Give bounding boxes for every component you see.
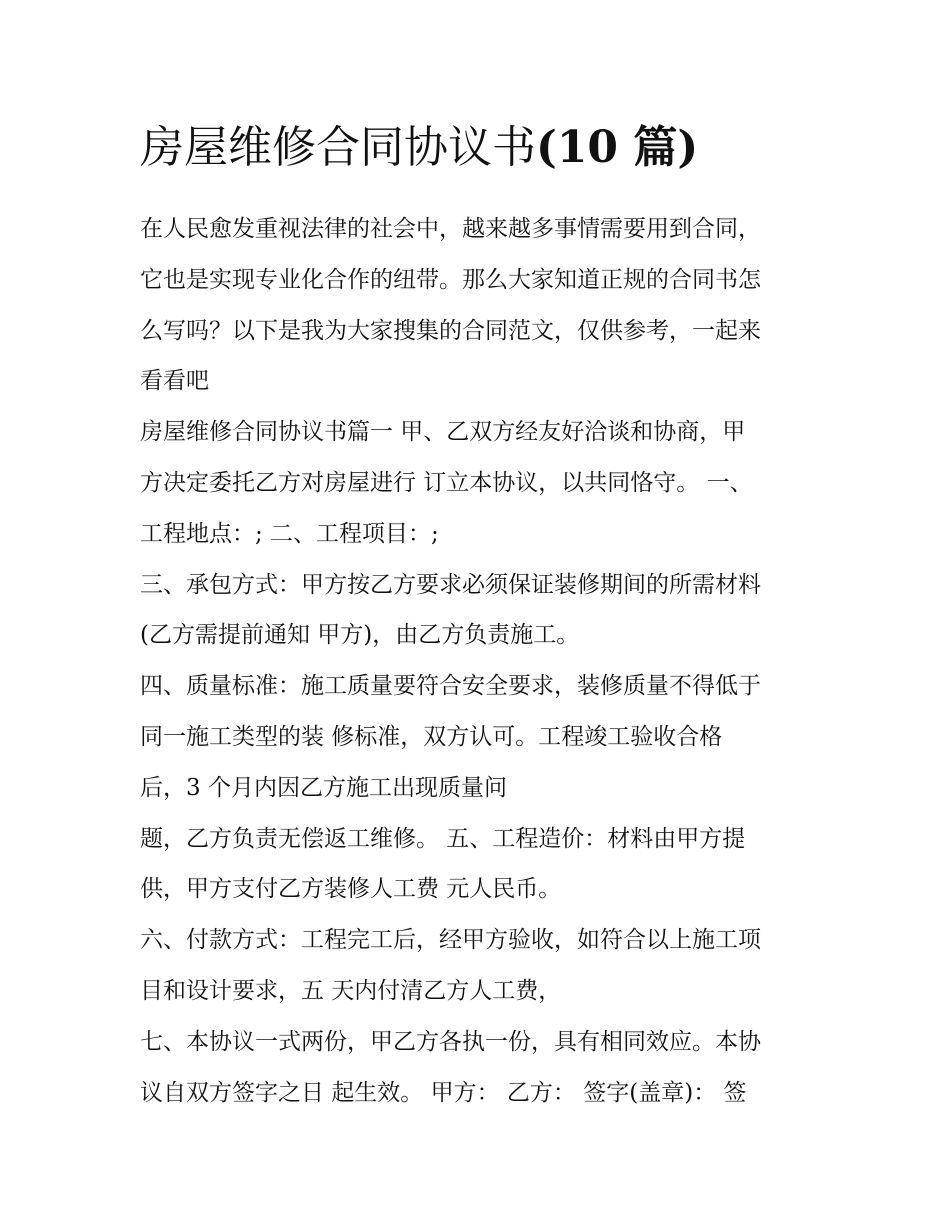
clause-quality-standard <box>140 661 820 813</box>
text-line: 同一施工类型的装 修标准，双方认可。工程竣工验收合格 <box>140 723 723 750</box>
text-line: 四、质量标准：施工质量要符合安全要求，装修质量不得低于 <box>140 673 761 700</box>
document-title <box>140 112 820 184</box>
text-line: 它也是实现专业化合作的纽带。那么大家知道正规的合同书怎 <box>140 266 761 293</box>
section-one-paragraph <box>140 407 820 559</box>
text-line: 房屋维修合同协议书篇一 甲、乙双方经友好洽谈和协商，甲 <box>140 419 746 446</box>
text-line: 后，3 个月内因乙方施工出现质量问 <box>140 774 507 801</box>
clause-contracting-method <box>140 560 820 662</box>
text-line: 题，乙方负责无偿返工维修。 五、工程造价：材料由甲方提 <box>140 825 746 852</box>
text-line: 工程地点：; 二、工程项目：; <box>140 520 439 547</box>
text-line: 议自双方签字之日 起生效。 甲方： 乙方： 签字(盖章)： 签 <box>140 1079 747 1106</box>
clause-payment-method <box>140 915 820 1017</box>
text-line: 方决定委托乙方对房屋进行 订立本协议，以共同恪守。 一、 <box>140 469 753 496</box>
text-line: 目和设计要求，五 天内付清乙方人工费， <box>140 977 562 1004</box>
document-title-suffix: (10 篇) <box>536 122 699 173</box>
intro-paragraph <box>140 204 820 407</box>
text-line: 么写吗？以下是我为大家搜集的合同范文，仅供参考，一起来 <box>140 317 761 344</box>
text-line: 在人民愈发重视法律的社会中，越来越多事情需要用到合同， <box>140 216 761 242</box>
clause-project-cost <box>140 814 820 916</box>
document-page <box>140 112 820 1118</box>
text-line: 七、本协议一式两份，甲乙方各执一份，具有相同效应。本协 <box>140 1028 761 1055</box>
text-line: 六、付款方式：工程完工后，经甲方验收，如符合以上施工项 <box>140 927 761 954</box>
text-line: 看看吧 <box>140 368 209 395</box>
document-title-main: 房屋维修合同协议书 <box>140 122 536 173</box>
text-line: (乙方需提前通知 甲方)，由乙方负责施工。 <box>140 622 580 649</box>
clause-copies-and-signatures <box>140 1017 820 1119</box>
text-line: 三、承包方式：甲方按乙方要求必须保证装修期间的所需材料 <box>140 571 761 598</box>
text-line: 供，甲方支付乙方装修人工费 元人民币。 <box>140 876 562 903</box>
